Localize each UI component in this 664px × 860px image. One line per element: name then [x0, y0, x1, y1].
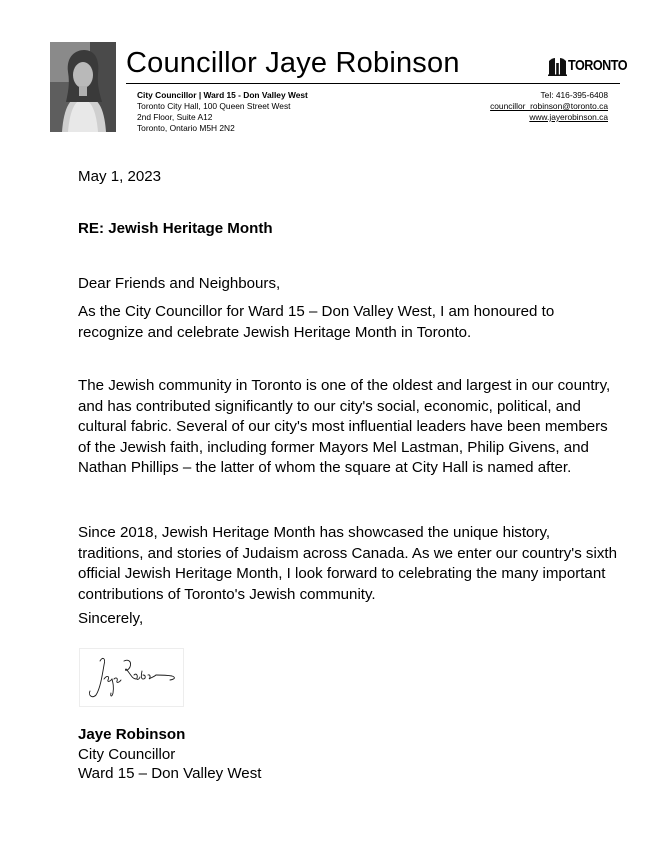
website-link[interactable]: www.jayerobinson.ca: [529, 112, 608, 122]
signature-image: [79, 648, 184, 707]
email-link[interactable]: councillor_robinson@toronto.ca: [490, 101, 608, 111]
signer-name: Jaye Robinson: [78, 726, 186, 743]
toronto-logo-wordmark: TORONTO: [568, 57, 628, 74]
signer-title: City Councillor: [78, 745, 176, 763]
address-line-1: Toronto City Hall, 100 Queen Street West: [137, 101, 291, 111]
letter-paragraph-3: Since 2018, Jewish Heritage Month has showcased the unique history, traditions, and stories of Judaism across Canada. As we enter our country's sixth official Jewish Heritage Month, I look forward to celebrating the many important contributions of Toronto's Jewish community.: [78, 524, 617, 603]
councillor-name-heading: Councillor Jaye Robinson: [126, 47, 460, 79]
letter-paragraph-2: The Jewish community in Toronto is one of the oldest and largest in our country, and has contributed significantly to our city's social, economic, political, and cultural fabric. Several of our city's most influential leaders have been members of the Jewish faith, including former Mayors Mel Lastman, Philip Givens, and Nathan Phillips – the latter of whom the square at City Hall is named after.: [78, 377, 611, 476]
signer-block: [78, 725, 261, 784]
address-line-3: Toronto, Ontario M5H 2N2: [137, 123, 235, 133]
contact-block: [490, 90, 608, 123]
telephone: Tel: 416-395-6408: [540, 90, 608, 100]
role-line: City Councillor | Ward 15 - Don Valley West: [137, 90, 308, 100]
address-line-2: 2nd Floor, Suite A12: [137, 112, 213, 122]
letter-paragraph-1: As the City Councillor for Ward 15 – Don Valley West, I am honoured to recognize and celebrate Jewish Heritage Month in Toronto.: [78, 303, 555, 341]
letter-date: May 1, 2023: [78, 168, 162, 185]
signer-ward: Ward 15 – Don Valley West: [78, 765, 262, 782]
office-address-block: [137, 90, 308, 134]
letter-salutation: Dear Friends and Neighbours,: [78, 275, 281, 292]
header-divider: [126, 83, 620, 84]
letter-subject: RE: Jewish Heritage Month: [78, 220, 273, 237]
letter-closing: Sincerely,: [78, 610, 144, 627]
councillor-portrait-photo: [50, 42, 116, 132]
